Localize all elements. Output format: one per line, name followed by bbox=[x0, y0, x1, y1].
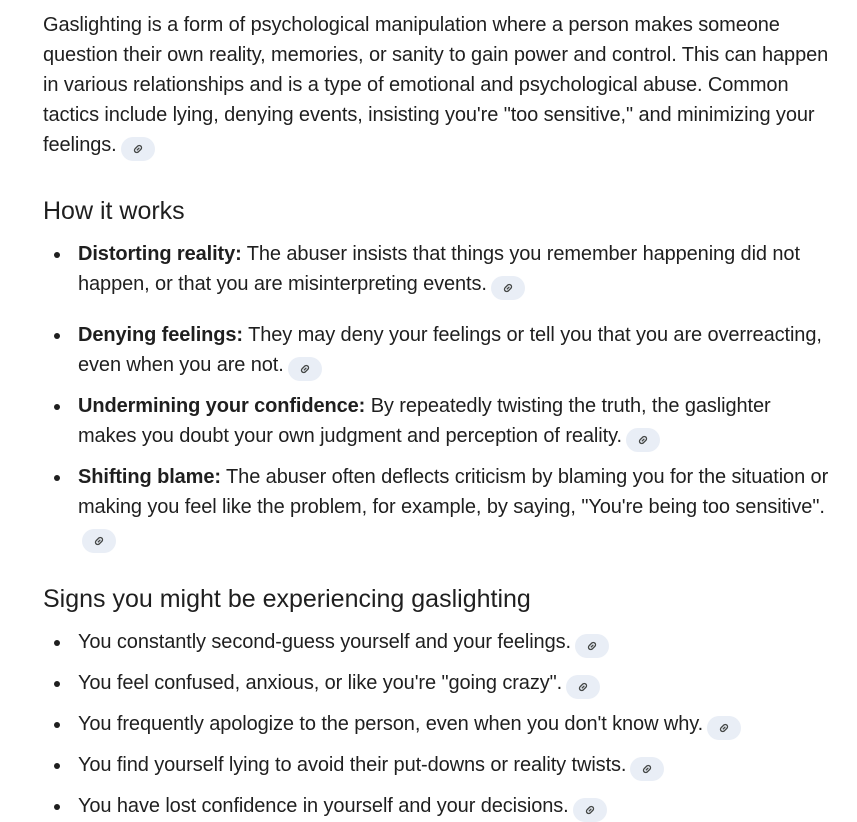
intro-text: Gaslighting is a form of psychological manipulation where a person makes someone question their own reality, memories, or sanity to gain power and control. This can happen in various relationships and is a type of emotional and psychological abuse. Common tactics include lying, denying events, insisting you're "too sensitive," and minimizing your feelings. bbox=[43, 14, 829, 156]
bullet bbox=[54, 640, 60, 646]
list-item-term: Undermining your confidence: bbox=[78, 395, 366, 417]
link-icon bbox=[132, 143, 144, 155]
list-item-text: You constantly second-guess yourself and your feelings. bbox=[78, 631, 571, 653]
list-item-text: You feel confused, anxious, or like you're "going crazy". bbox=[78, 672, 563, 694]
list-item-text: By repeatedly twisting the truth, the gaslighter makes you doubt your own judgment and perception of reality. bbox=[78, 395, 771, 447]
bullet bbox=[54, 252, 60, 258]
intro-paragraph bbox=[43, 10, 833, 161]
link-icon bbox=[93, 535, 105, 547]
bullet bbox=[54, 722, 60, 728]
list-item-sign bbox=[43, 668, 833, 699]
list-item-term: Shifting blame: bbox=[78, 466, 221, 488]
bullet bbox=[54, 475, 60, 481]
list-item-text: You find yourself lying to avoid their put-downs or reality twists. bbox=[78, 754, 627, 776]
list-item-text: They may deny your feelings or tell you that you are overreacting, even when you are not. bbox=[78, 324, 822, 376]
how-it-works-list bbox=[43, 239, 833, 553]
link-icon bbox=[641, 763, 653, 775]
source-link-button[interactable] bbox=[573, 798, 607, 822]
link-icon bbox=[718, 722, 730, 734]
link-icon bbox=[577, 681, 589, 693]
list-item-sign bbox=[43, 709, 833, 740]
list-item-sign bbox=[43, 627, 833, 658]
link-icon bbox=[502, 282, 514, 294]
list-item-term: Denying feelings: bbox=[78, 324, 243, 346]
bullet bbox=[54, 804, 60, 810]
list-item-denying-feelings bbox=[43, 320, 833, 381]
list-item-distorting-reality bbox=[43, 239, 833, 300]
source-link-button[interactable] bbox=[288, 357, 322, 381]
source-link-button[interactable] bbox=[707, 716, 741, 740]
bullet bbox=[54, 681, 60, 687]
signs-list bbox=[43, 627, 833, 822]
link-icon bbox=[637, 434, 649, 446]
link-icon bbox=[584, 804, 596, 816]
source-link-button[interactable] bbox=[626, 428, 660, 452]
source-link-button[interactable] bbox=[630, 757, 664, 781]
list-item-text: The abuser often deflects criticism by blaming you for the situation or making you feel like the problem, for example, by saying, "You're being too sensitive". bbox=[78, 466, 829, 518]
list-item-sign bbox=[43, 791, 833, 822]
bullet bbox=[54, 404, 60, 410]
bullet bbox=[54, 763, 60, 769]
link-icon bbox=[299, 363, 311, 375]
bullet bbox=[54, 333, 60, 339]
list-item-text: You have lost confidence in yourself and your decisions. bbox=[78, 795, 569, 817]
list-item-term: Distorting reality: bbox=[78, 243, 242, 265]
source-link-button[interactable] bbox=[121, 137, 155, 161]
list-item-text: The abuser insists that things you remember happening did not happen, or that you are misinterpreting events. bbox=[78, 243, 800, 295]
link-icon bbox=[586, 640, 598, 652]
list-item-undermining-confidence bbox=[43, 391, 833, 452]
signs-heading: Signs you might be experiencing gaslighting bbox=[43, 585, 531, 613]
list-item-shifting-blame bbox=[43, 462, 833, 553]
list-item-sign bbox=[43, 750, 833, 781]
source-link-button[interactable] bbox=[491, 276, 525, 300]
source-link-button[interactable] bbox=[566, 675, 600, 699]
list-item-text: You frequently apologize to the person, even when you don't know why. bbox=[78, 713, 704, 735]
source-link-button[interactable] bbox=[82, 529, 116, 553]
how-it-works-heading: How it works bbox=[43, 197, 185, 225]
source-link-button[interactable] bbox=[575, 634, 609, 658]
